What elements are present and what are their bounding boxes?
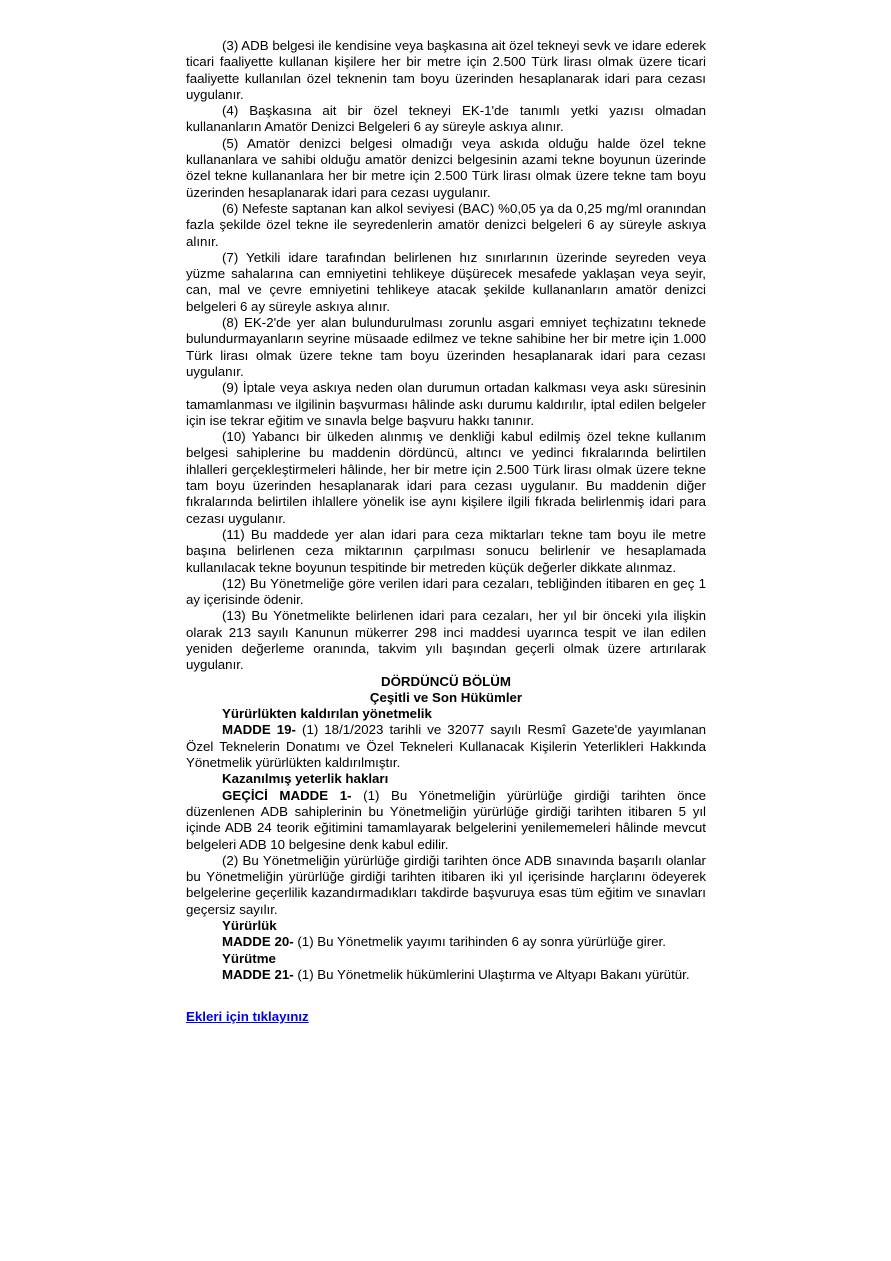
article-number: MADDE 20- [222,934,294,950]
paragraph: (3) ADB belgesi ile kendisine veya başkasına ait özel tekneyi sevk ve idare ederek ticari faaliyette kullanan kişilere her bir metre için 2.500 Türk lirası olmak üzere ticari faaliyette kullanılan özel teknenin tam boyu üzerinden hesaplanarak idari para cezası uygulanır. [186,38,706,102]
section-heading: Çeşitli ve Son Hükümler [369,689,523,705]
article-number: MADDE 19- [222,722,296,738]
document-body [186,38,706,983]
article-label: Yürürlük [222,918,277,934]
article-label: Yürütme [222,950,276,966]
paragraph: (12) Bu Yönetmeliğe göre verilen idari para cezaları, tebliğinden itibaren en geç 1 ay içerisinde ödenir. [186,575,706,608]
article-label: Kazanılmış yeterlik hakları [222,771,389,787]
paragraph: (10) Yabancı bir ülkeden alınmış ve denkliği kabul edilmiş özel tekne kullanım belgesi sahiplerine bu maddenin dördüncü, altıncı ve yedinci fıkralarında belirtilen ihlalleri gerçekleştirmeleri hâlinde, her bir metre için 2.500 Türk lirası olmak üzere tekne tam boyu üzerinden hesaplanarak idari para cezası uygulanır. Bu maddenin diğer fıkralarında belirtilen ihlallere yönelik ise aynı kişilere ilgili fıkrada belirlenmiş idari para cezası uygulanır. [186,429,706,526]
attachments-link-row [186,1009,706,1025]
paragraph: GEÇİCİ MADDE 1- (1) Bu Yönetmeliğin yürürlüğe girdiği tarihten önce düzenlenen ADB sahiplerinin bu Yönetmeliğin yürürlüğe girdiği tarihten itibaren 5 yıl içinde ADB 24 teorik eğitimini tamamlayarak belgelerini yenilememeleri hâlinde mevcut belgeleri ADB 10 belgesine denk kabul edilir. [186,787,706,852]
paragraph: (7) Yetkili idare tarafından belirlenen hız sınırlarının üzerinde seyreden veya yüzme sahalarına can emniyetini tehlikeye düşürecek mesafede yaklaşan veya seyir, can, mal ve çevre emniyetini tehlikeye atacak şekilde kullananların amatör denizci belgeleri 6 ay süreyle askıya alınır. [186,249,706,314]
paragraph: (13) Bu Yönetmelikte belirlenen idari para cezaları, her yıl bir önceki yıla ilişkin olarak 213 sayılı Kanunun mükerrer 298 inci maddesi uyarınca tespit ve ilan edilen yeniden değerleme oranında, takvim yılı başından geçerli olmak üzere artırılarak uygulanır. [186,608,706,673]
paragraph: (4) Başkasına ait bir özel tekneyi EK-1'de tanımlı yetki yazısı olmadan kullananların Amatör Denizci Belgeleri 6 ay süreyle askıya alınır. [186,103,706,135]
section-heading: DÖRDÜNCÜ BÖLÜM [380,673,511,689]
paragraph: (9) İptale veya askıya neden olan durumun ortadan kalkması veya askı süresinin tamamlanması ve ilgilinin başvurması hâlinde askı durumu kaldırılır, iptal edilen belgeler için ise tekrar eğitim ve sınavla belge başvuru hakkı tanınır. [186,380,706,428]
paragraph: MADDE 19- (1) 18/1/2023 tarihli ve 32077 sayılı Resmî Gazete'de yayımlanan Özel Teknelerin Donatımı ve Özel Tekneleri Kullanacak Kişilerin Yeterlikleri Hakkında Yönetmelik yürürlükten kaldırılmıştır. [186,722,706,771]
paragraph: (6) Nefeste saptanan kan alkol seviyesi (BAC) %0,05 ya da 0,25 mg/ml oranından fazla şekilde özel tekne ile seyredenlerin amatör denizci belgeleri 6 ay süreyle askıya alınır. [186,200,706,249]
paragraph: (11) Bu maddede yer alan idari para ceza miktarları tekne tam boyu ile metre başına belirlenen ceza miktarının çarpılması sonucu belirlenir ve hesaplamada kullanılacak tekne boyunun tespitinde bir metreden küçük değerler dikkate alınmaz. [186,526,706,575]
paragraph: (8) EK-2'de yer alan bulundurulması zorunlu asgari emniyet teçhizatını teknede bulundurmayanların seyrine müsaade edilmez ve tekne sahibine her bir metre için 1.000 Türk lirası olmak üzere tekne tam boyu üzerinden hesaplanarak idari para cezası uygulanır. [186,315,706,379]
paragraph: (2) Bu Yönetmeliğin yürürlüğe girdiği tarihten önce ADB sınavında başarılı olanlar bu Yönetmeliğin yürürlüğe girdiği tarihten itibaren iki yıl içerisinde harçlarını ödeyerek belgelerine geçerlilik kazandırmadıkları takdirde başvuruya esas tüm eğitim ve sınavları geçersiz sayılır. [186,852,706,917]
attachments-link[interactable]: Ekleri için tıklayınız [186,1009,309,1025]
article-label: Yürürlükten kaldırılan yönetmelik [222,706,432,722]
paragraph: MADDE 21- (1) Bu Yönetmelik hükümlerini Ulaştırma ve Altyapı Bakanı yürütür. [222,966,690,982]
article-number: GEÇİCİ MADDE 1- [222,787,352,803]
paragraph: MADDE 20- (1) Bu Yönetmelik yayımı tarihinden 6 ay sonra yürürlüğe girer. [222,934,666,950]
paragraph: (5) Amatör denizci belgesi olmadığı veya askıda olduğu halde özel tekne kullananlara ve sahibi olduğu amatör denizci belgesinin azami tekne boyunun üzerinde özel tekne kullananlara her bir metre için 2.500 Türk lirası olmak üzere tekne tam boyu üzerinden hesaplanarak idari para cezası uygulanır. [186,135,706,200]
article-number: MADDE 21- [222,966,294,982]
